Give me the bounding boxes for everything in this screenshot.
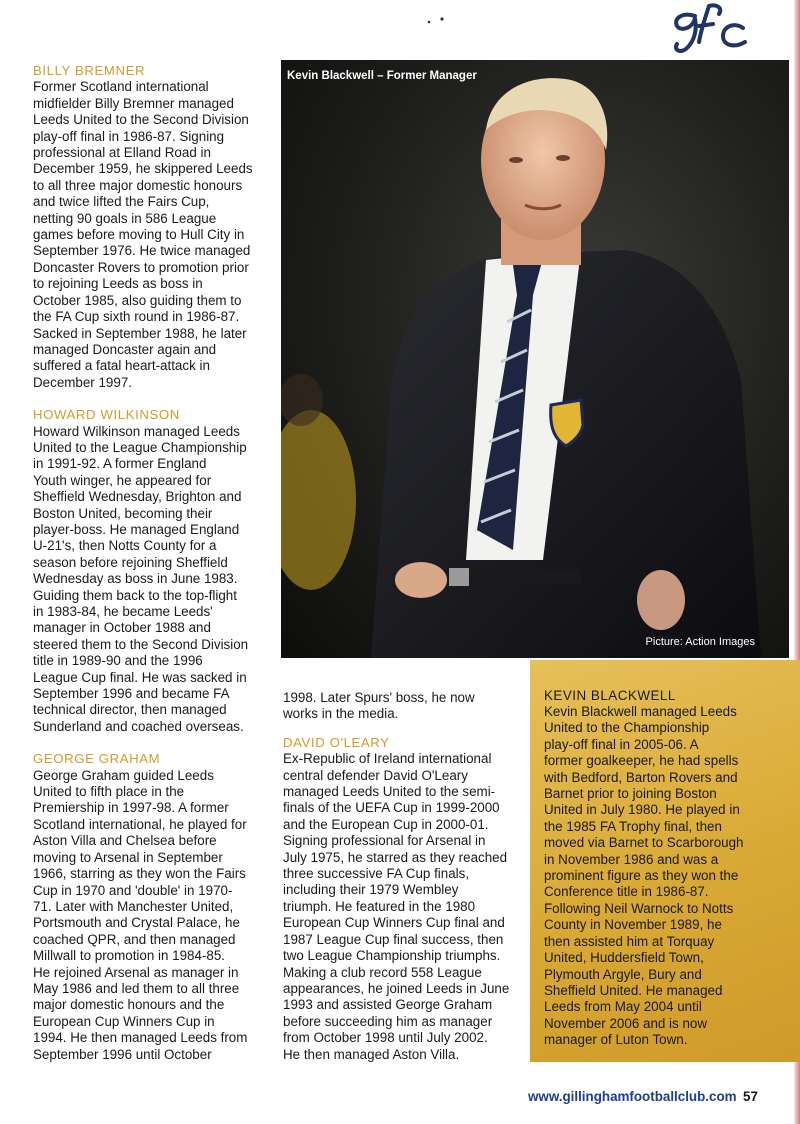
- blackwell-sidebar: [530, 660, 800, 1062]
- left-column: [33, 63, 278, 1063]
- section-heading-bremner: BILLY BREMNER: [33, 63, 146, 78]
- section-heading-wilkinson: HOWARD WILKINSON: [33, 407, 180, 423]
- section-body-bremner: Former Scotland international midfielder Billy Bremner managed Leeds United to the Second Division play-off final in 1986-87. Signing professional at Elland Road in December 1959, he skippered Leeds to all three major domestic honours and twice lifted the Fairs Cup, netting 90 goals in 586 League games before moving to Hull City in September 1976. He twice managed Doncaster Rovers to promotion prior to rejoining Leeds as boss in October 1985, also guiding them to the FA Cup sixth round in 1986-87. Sacked in September 1988, he later managed Doncaster again and suffered a fatal heart-attack in December 1997.: [33, 79, 253, 390]
- middle-column: [283, 690, 515, 1063]
- section-heading-blackwell: KEVIN BLACKWELL: [544, 688, 676, 703]
- print-specks: [425, 14, 455, 26]
- photo-illustration: [281, 60, 789, 658]
- section-body-blackwell: Kevin Blackwell managed Leeds United to the Championship play-off final in 2005-06. A former goalkeeper, he had spells with Bedford, Barton Rovers and Barnet prior to joining Boston United in July 1980. He played in the 1985 FA Trophy final, then moved via Barnet to Scarborough in November 1986 and was a prominent figure as they won the Conference title in 1986-87. Following Neil Warnock to Notts County in November 1989, he then assisted him at Torquay United, Huddersfield Town, Plymouth Argyle, Bury and Sheffield United. He managed Leeds from May 2004 until November 2006 and is now manager of Luton Town.: [544, 704, 744, 1048]
- club-website-link[interactable]: www.gillinghamfootballclub.com: [528, 1089, 737, 1104]
- club-logo: [665, 0, 750, 58]
- section-heading-oleary: DAVID O'LEARY: [283, 734, 390, 750]
- section-body-graham: George Graham guided Leeds United to fifth place in the Premiership in 1997-98. A former Scotland international, he played for Aston Villa and Chelsea before moving to Arsenal in September 1966, starring as they won the Fairs Cup in 1970 and 'double' in 1970- 71. Later with Manchester United, Portsmouth and Crystal Palace, he coached QPR, and then managed Millwall to promotion in 1984-85. He rejoined Arsenal as manager in May 1986 and led them to all three major domestic honours and the European Cup Winners Cup in 1994. He then managed Leeds from September 1996 until October: [33, 767, 248, 1062]
- page-number: 57: [743, 1089, 758, 1104]
- section-body-oleary: Ex-Republic of Ireland international central defender David O'Leary managed Leeds United to the semi- finals of the UEFA Cup in 1999-2000 and the European Cup in 2000-01. Signing professional for Arsenal in July 1975, he starred as they reached three successive FA Cup finals, including their 1979 Wembley triumph. He featured in the 1980 European Cup Winners Cup final and 1987 League Cup final success, then two League Championship triumphs. Making a club record 558 League appearances, he joined Leeds in June 1993 and assisted George Graham before succeeding him as manager from October 1998 until July 2002. He then managed Aston Villa.: [283, 751, 510, 1062]
- section-body-wilkinson: Howard Wilkinson managed Leeds United to the League Championship in 1991-92. A former England Youth winger, he appeared for Sheffield Wednesday, Brighton and Boston United, becoming their player-boss. He managed England U-21's, then Notts County for a season before rejoining Sheffield Wednesday as boss in June 1983. Guiding them back to the top-flight in 1983-84, he became Leeds' manager in October 1988 and steered them to the Second Division title in 1989-90 and the 1996 League Cup final. He was sacked in September 1996 and became FA technical director, then managed Sunderland and coached overseas.: [33, 423, 249, 734]
- photo-caption: Kevin Blackwell – Former Manager: [287, 70, 477, 82]
- section-heading-graham: GEORGE GRAHAM: [33, 751, 161, 767]
- photo-credit: Picture: Action Images: [645, 636, 755, 648]
- section-body-graham-continued: 1998. Later Spurs' boss, he now works in the media.: [283, 690, 475, 722]
- manager-photo: [281, 60, 789, 658]
